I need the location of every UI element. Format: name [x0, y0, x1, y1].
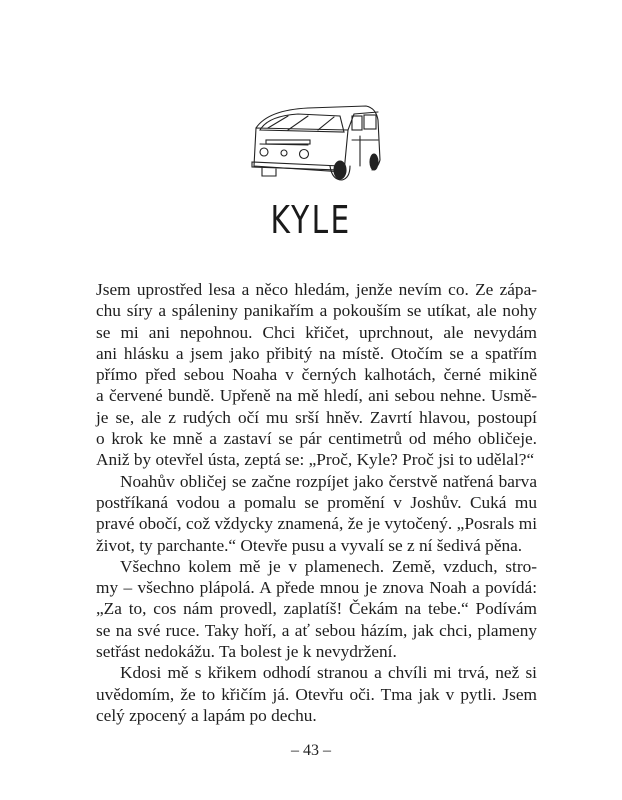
text-line: život, ty parchante.“ Otevře pusu a vyvalí se z ní šedivá pěna. — [96, 535, 523, 555]
text-line: uvědomím, že to křičím já. Otevřu oči. Tma jak v pytli. Jsem — [96, 684, 537, 704]
text-line: Aniž by otevřel ústa, zeptá se: „Proč, Kyle? Proč jsi to udělal?“ — [96, 450, 535, 470]
text-line: celý zpocený a lapám po dechu. — [96, 705, 317, 725]
text-line: přímo před sebou Noaha v černých kalhotách, černé mikině — [96, 365, 537, 385]
text-line: Noahův obličej se začne rozpíjet jako čerstvě natřená barva — [120, 471, 537, 491]
text-line: je se, ale z rudých očí mu srší hněv. Zavrtí hlavou, postoupí — [96, 407, 537, 427]
text-line: Kdosi mě s křikem odhodí stranou a chvíli mi trvá, než si — [120, 663, 537, 683]
text-line: ani hlásku a jsem jako přibitý na místě. Otočím se a spatřím — [96, 343, 537, 363]
paragraph — [96, 556, 537, 662]
page-number: – 43 – — [291, 742, 331, 759]
text-line: pravé obočí, což vždycky znamená, že je vytočený. „Posrals mi — [96, 514, 537, 534]
text-line: chu síry a spáleniny panikařím a pokouším se utíkat, ale nohy — [96, 301, 537, 321]
paragraph — [96, 662, 537, 726]
text-line: o krok ke mně a zastaví se pár centimetrů od mého obličeje. — [96, 429, 537, 449]
body-text — [96, 279, 537, 726]
text-line: Všechno kolem mě je v plamenech. Země, vzduch, stro- — [120, 556, 537, 576]
text-line: a červené bundě. Upřeně na mě hledí, ani sebou nehne. Usmě- — [96, 386, 537, 406]
text-line: se mi ani nepohnou. Chci křičet, uprchnout, ale nevydám — [96, 322, 537, 342]
text-line: setřást nedokážu. Ta bolest je k nevydržení. — [96, 642, 397, 662]
text-line: se na své ruce. Taky hoří, a ať sebou házím, jak chci, plameny — [96, 620, 537, 640]
chapter-title: KYLE — [270, 198, 352, 242]
van-illustration — [248, 100, 383, 190]
paragraph — [96, 471, 537, 556]
text-line: Jsem uprostřed lesa a něco hledám, jenže nevím co. Ze zápa- — [96, 280, 537, 299]
text-line: „Za to, cos nám provedl, zaplatíš! Čekám na tebe.“ Podívám — [96, 599, 537, 619]
paragraph — [96, 279, 537, 471]
text-line: postříkaná vodou a pomalu se promění v Joshův. Cuká mu — [96, 492, 537, 512]
text-line: my – všechno plápolá. A přede mnou je znova Noah a povídá: — [96, 578, 537, 598]
